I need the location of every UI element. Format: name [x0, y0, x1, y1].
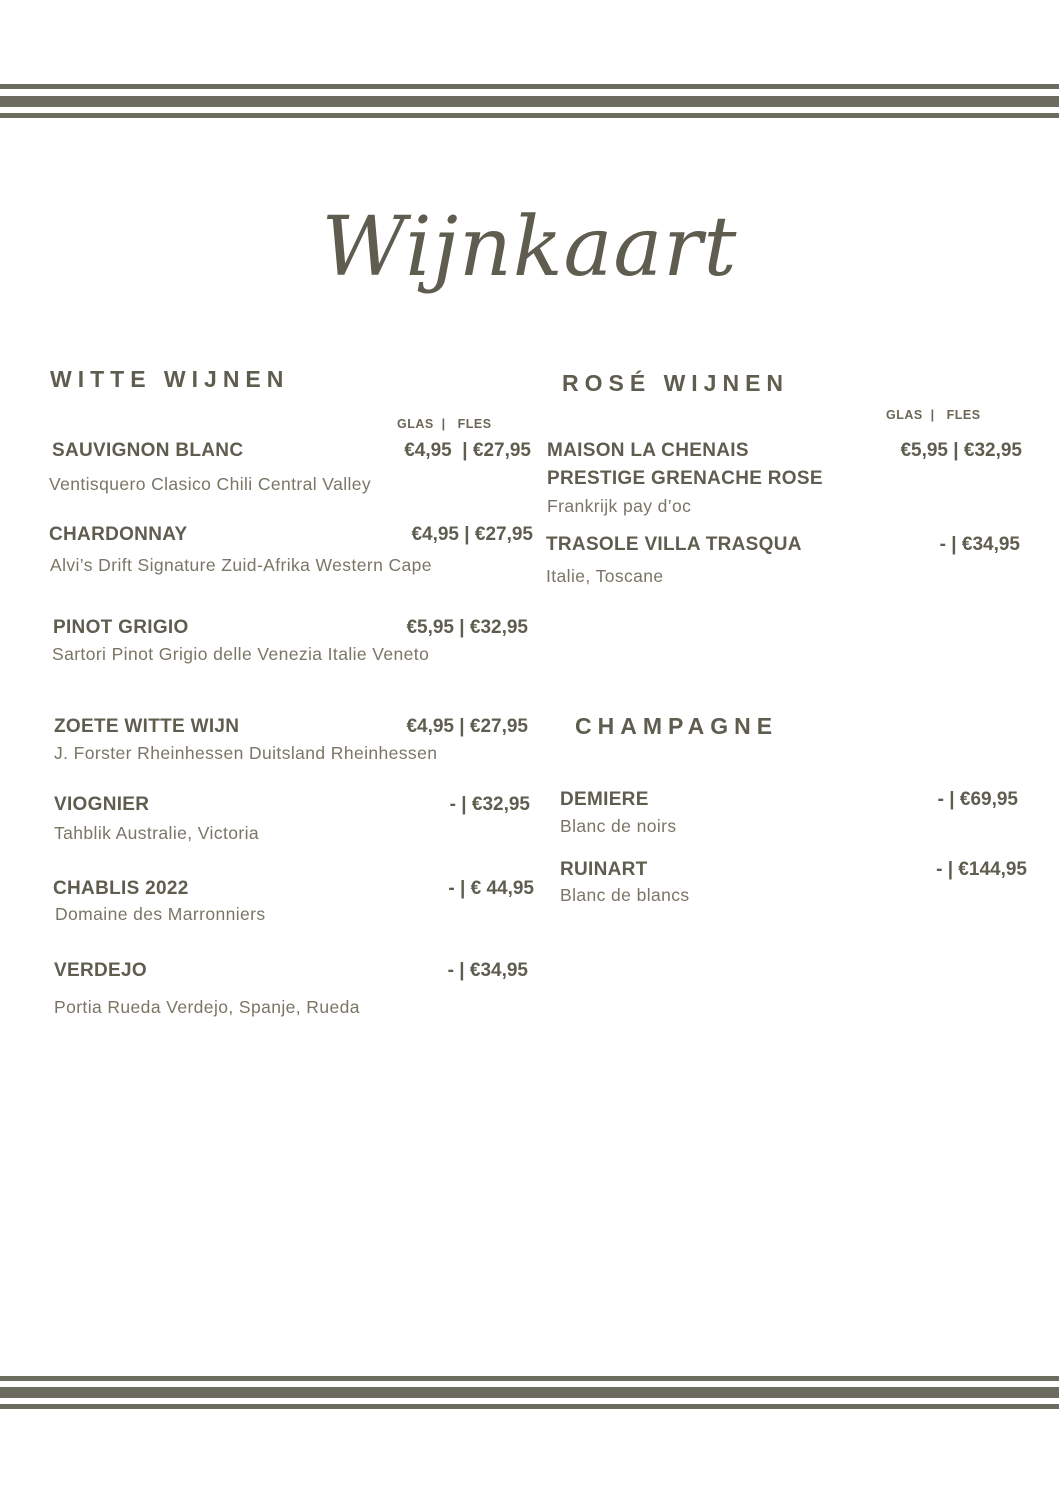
wine-name-trasole: TRASOLE VILLA TRASQUA	[546, 534, 802, 555]
wine-name-viognier: VIOGNIER	[54, 794, 150, 815]
wine-name-pinot-grigio: PINOT GRIGIO	[53, 617, 189, 638]
wine-price-trasole: - | €34,95	[939, 534, 1020, 555]
wine-price-maison-la-chenais: €5,95 | €32,95	[900, 440, 1022, 461]
wine-name-chardonnay: CHARDONNAY	[49, 524, 188, 545]
wine-desc-viognier: Tahblik Australie, Victoria	[54, 823, 260, 843]
wine-price-sauvignon: €4,95 | €27,95	[404, 440, 531, 461]
wine-name-sauvignon: SAUVIGNON BLANC	[52, 440, 244, 461]
section-heading-champagne: CHAMPAGNE	[575, 713, 779, 739]
rose-col-header: GLAS | FLES	[886, 408, 981, 422]
wine-name-zoete-witte-wijn: ZOETE WITTE WIJN	[54, 716, 240, 737]
top-stripe-3	[0, 113, 1059, 118]
top-stripe-1	[0, 84, 1059, 89]
wine-price-ruinart: - | €144,95	[936, 859, 1027, 880]
wine-price-chardonnay: €4,95 | €27,95	[411, 524, 533, 545]
section-heading-witte: WITTE WIJNEN	[50, 366, 290, 392]
wine-desc-sauvignon: Ventisquero Clasico Chili Central Valley	[49, 474, 372, 494]
top-stripe-2	[0, 96, 1059, 107]
wine-price-demiere: - | €69,95	[937, 789, 1018, 810]
bottom-stripe-1	[0, 1376, 1059, 1381]
page-title: Wijnkaart	[321, 200, 738, 295]
wine-desc-chablis: Domaine des Marronniers	[55, 904, 266, 924]
bottom-stripe-2	[0, 1387, 1059, 1398]
wine-price-pinot-grigio: €5,95 | €32,95	[406, 617, 528, 638]
wine-desc-maison-la-chenais: Frankrijk pay d’oc	[547, 496, 692, 516]
wine-name-verdejo: VERDEJO	[54, 960, 147, 981]
wine-name-ruinart: RUINART	[560, 859, 648, 880]
wine-name-maison-la-chenais: MAISON LA CHENAIS	[547, 440, 749, 461]
wine-price-chablis: - | € 44,95	[448, 878, 534, 899]
section-heading-rose: ROSÉ WIJNEN	[562, 370, 790, 396]
wine-price-viognier: - | €32,95	[449, 794, 530, 815]
wine-desc-zoete-witte-wijn: J. Forster Rheinhessen Duitsland Rheinhessen	[54, 743, 438, 763]
wine-desc-verdejo: Portia Rueda Verdejo, Spanje, Rueda	[54, 997, 360, 1017]
witte-col-header: GLAS | FLES	[397, 417, 492, 431]
wine-desc-demiere: Blanc de noirs	[560, 816, 677, 836]
wine-price-verdejo: - | €34,95	[447, 960, 528, 981]
wine-desc-chardonnay: Alvi’s Drift Signature Zuid-Afrika Western Cape	[50, 555, 432, 575]
wine-name-chablis: CHABLIS 2022	[53, 878, 189, 899]
bottom-stripe-3	[0, 1404, 1059, 1409]
wine-price-zoete-witte-wijn: €4,95 | €27,95	[406, 716, 528, 737]
wine-desc-ruinart: Blanc de blancs	[560, 885, 690, 905]
wine-name-demiere: DEMIERE	[560, 789, 649, 810]
wine-desc-trasole: Italie, Toscane	[546, 566, 664, 586]
wine-desc-pinot-grigio: Sartori Pinot Grigio delle Venezia Italie Veneto	[52, 644, 430, 664]
wine-name-maison-la-chenais-line2: PRESTIGE GRENACHE ROSE	[547, 468, 823, 489]
